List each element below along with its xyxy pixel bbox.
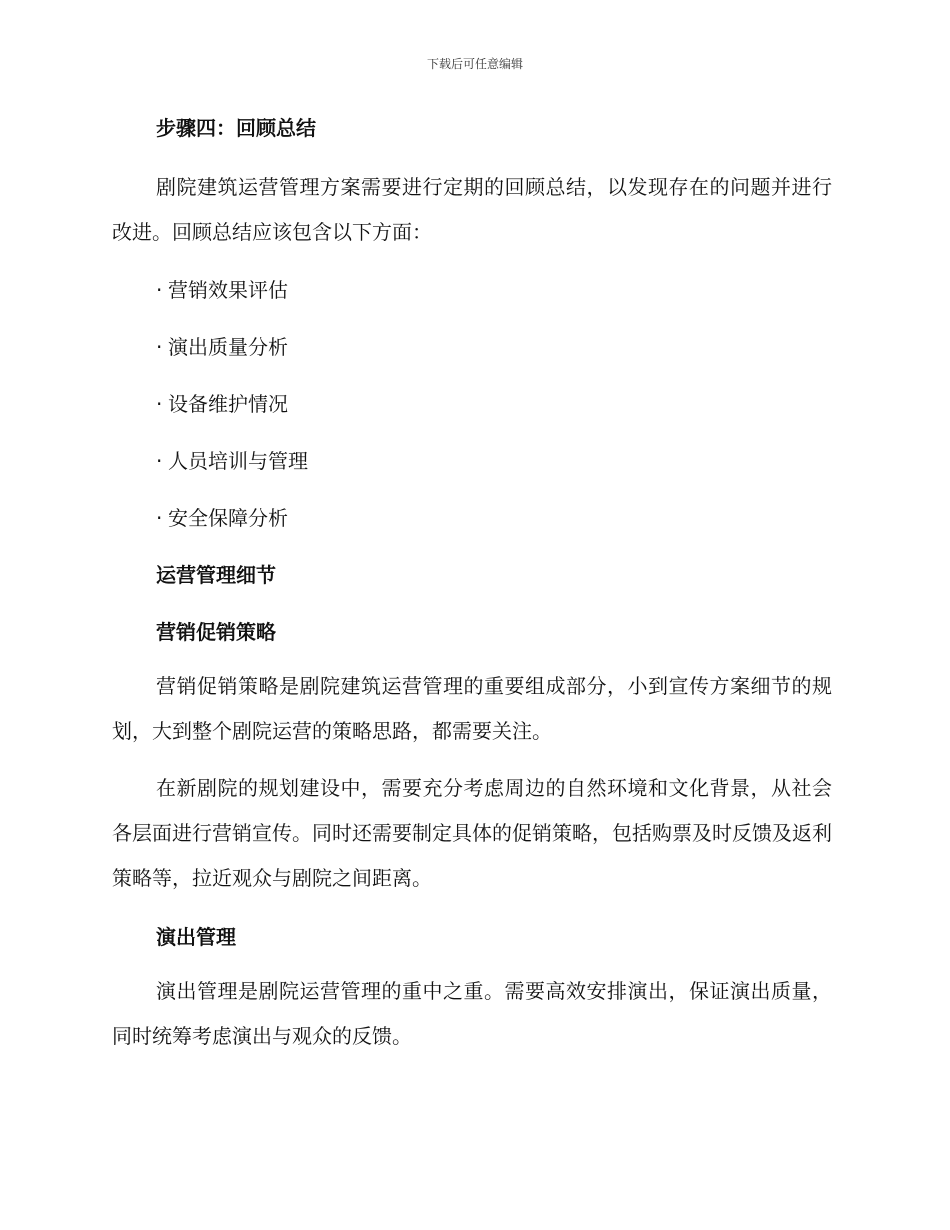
bullet-dot: · (156, 278, 163, 302)
bullet-dot: · (156, 449, 163, 473)
ops-heading: 运营管理细节 (156, 563, 276, 587)
bullet-dot: · (156, 506, 163, 530)
marketing-heading: 营销促销策略 (156, 620, 276, 644)
bullet-text: 营销效果评估 (168, 278, 288, 302)
bullet-item (112, 331, 832, 363)
bullet-item (112, 274, 832, 306)
bullet-text: 设备维护情况 (168, 392, 288, 416)
performance-heading: 演出管理 (156, 925, 236, 949)
header-note: 下载后可任意编辑 (426, 57, 523, 71)
bullet-item (112, 388, 832, 420)
review-bullet-list (112, 274, 832, 534)
bullet-text: 人员培训与管理 (168, 449, 308, 473)
bullet-text: 演出质量分析 (168, 335, 288, 359)
marketing-paragraph-2: 在新剧院的规划建设中，需要充分考虑周边的自然环境和文化背景，从社会各层面进行营销宣传。同时还需要制定具体的促销策略，包括购票及时反馈及返利策略等，拉近观众与剧院之间距离。 (112, 776, 832, 890)
step4-heading: 步骤四：回顾总结 (156, 116, 316, 140)
document-body (112, 112, 832, 1059)
bullet-item (112, 502, 832, 534)
bullet-item (112, 445, 832, 477)
performance-paragraph: 演出管理是剧院运营管理的重中之重。需要高效安排演出，保证演出质量，同时统筹考虑演出与观众的反馈。 (112, 979, 832, 1048)
marketing-paragraph-1: 营销促销策略是剧院建筑运营管理的重要组成部分，小到宣传方案细节的规划，大到整个剧院运营的策略思路，都需要关注。 (112, 674, 832, 743)
bullet-dot: · (156, 335, 163, 359)
step4-paragraph: 剧院建筑运营管理方案需要进行定期的回顾总结，以发现存在的问题并进行改进。回顾总结应该包含以下方面： (112, 175, 832, 244)
bullet-dot: · (156, 392, 163, 416)
bullet-text: 安全保障分析 (168, 506, 288, 530)
